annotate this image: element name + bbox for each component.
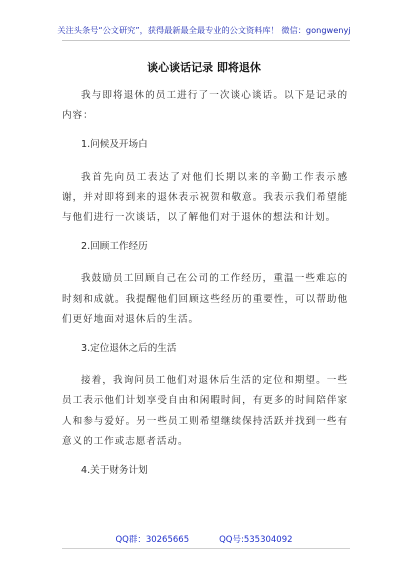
footer-divider xyxy=(62,548,350,549)
footer-qq-group: QQ群：30265665 xyxy=(115,535,190,545)
section-heading-3: 3.定位退休之后的生活 xyxy=(81,343,177,355)
header-banner: 关注头条号“公文研究”，获得最新最全最专业的公文资料库！ 微信：gongwenyj xyxy=(57,25,351,35)
section-heading-4: 4.关于财务计划 xyxy=(81,465,148,477)
header-divider xyxy=(62,40,350,41)
footer-qq-number: QQ号:535304092 xyxy=(219,535,293,545)
footer-contact xyxy=(0,533,408,547)
section-body-2: 我鼓励员工回顾自己在公司的工作经历，重温一些难忘的时刻和成就。我提醒他们回顾这些经历的重要性，可以帮助他们更好地面对退休后的生活。 xyxy=(62,273,348,325)
document-title: 谈心谈话记录 即将退休 xyxy=(147,61,261,74)
section-heading-1: 1.问候及开场白 xyxy=(81,139,148,151)
section-body-3: 接着，我询问员工他们对退休后生活的定位和期望。一些员工表示他们计划享受自由和闲暇时间，有更多的时间陪伴家人和参与爱好。另一些员工则希望继续保持活跃并找到一些有意义的工作或志愿者活动。 xyxy=(62,375,348,447)
intro-paragraph: 我与即将退休的员工进行了一次谈心谈话。以下是记录的内容： xyxy=(62,90,348,122)
section-body-1: 我首先向员工表达了对他们长期以来的辛勤工作表示感谢，并对即将到来的退休表示祝贺和敬意。我表示我们希望能与他们进行一次谈话，以了解他们对于退休的想法和计划。 xyxy=(62,171,348,224)
document-body xyxy=(62,86,348,481)
section-heading-2: 2.回顾工作经历 xyxy=(81,241,148,253)
